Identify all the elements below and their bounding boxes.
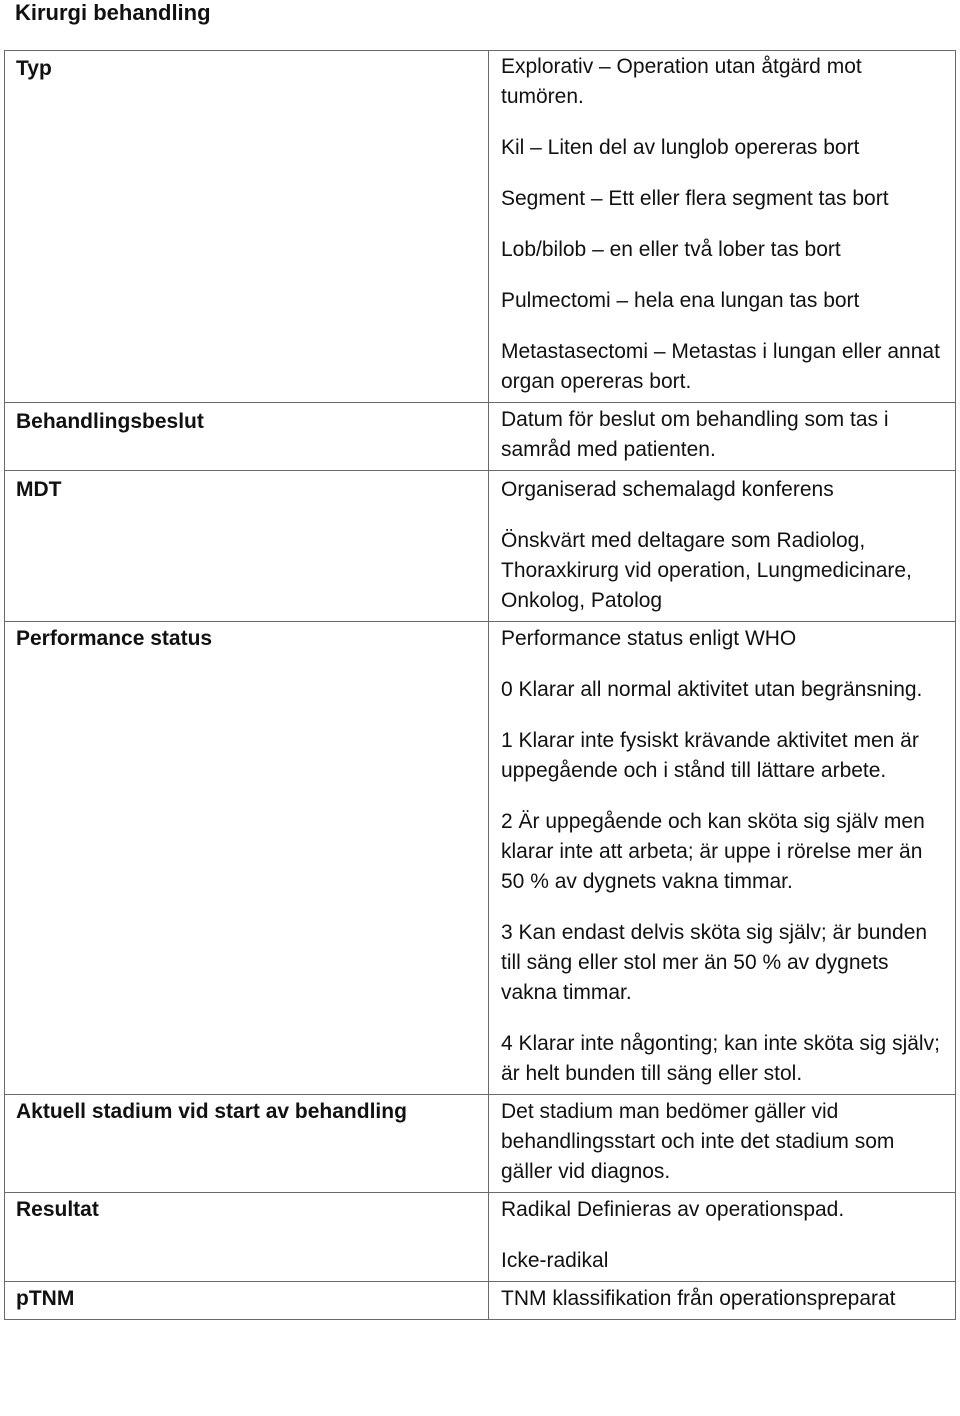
row-label-cell (5, 471, 489, 622)
row-label-cell (5, 1193, 489, 1282)
description-text: 0 Klarar all normal aktivitet utan begränsning. (501, 678, 923, 701)
row-label: Performance status (16, 627, 213, 650)
row-description-cell (489, 622, 956, 1095)
table-row (5, 1095, 956, 1193)
description-text: Segment – Ett eller flera segment tas bort (501, 187, 889, 210)
row-label-cell (5, 1095, 489, 1193)
description-text: Kil – Liten del av lunglob opereras bort (501, 136, 860, 159)
table-row (5, 51, 956, 403)
description-text: 2 Är uppegående och kan sköta sig själv men klarar inte att arbeta; är uppe i rörelse mer än 50 % av dygnets vakna timmar. (501, 810, 925, 893)
row-description-cell (489, 51, 956, 403)
row-label: pTNM (16, 1287, 75, 1310)
description-text: Det stadium man bedömer gäller vid behandlingsstart och inte det stadium som gäller vid diagnos. (501, 1100, 895, 1183)
treatment-table (4, 50, 956, 1320)
description-text: TNM klassifikation från operationspreparat (501, 1287, 896, 1310)
row-label: Aktuell stadium vid start av behandling (16, 1100, 407, 1123)
description-text: Önskvärt med deltagare som Radiolog, Thoraxkirurg vid operation, Lungmedicinare, Onkolog, Patolog (501, 529, 912, 612)
row-label: MDT (16, 478, 62, 501)
page-title: Kirurgi behandling (15, 0, 211, 25)
table-row (5, 1282, 956, 1320)
description-text: Organiserad schemalagd konferens (501, 478, 834, 501)
table-row (5, 622, 956, 1095)
table-row (5, 471, 956, 622)
description-text: 4 Klarar inte någonting; kan inte sköta sig själv; är helt bunden till säng eller stol. (501, 1032, 940, 1085)
row-description-cell (489, 403, 956, 471)
row-label: Behandlingsbeslut (16, 410, 204, 433)
description-text: 1 Klarar inte fysiskt krävande aktivitet men är uppegående och i stånd till lättare arbete. (501, 729, 919, 782)
description-text: Performance status enligt WHO (501, 627, 797, 650)
row-label-cell (5, 403, 489, 471)
row-label-cell (5, 1282, 489, 1320)
row-description-cell (489, 471, 956, 622)
description-text: Lob/bilob – en eller två lober tas bort (501, 238, 841, 261)
row-label: Typ (16, 57, 52, 80)
row-label-cell (5, 622, 489, 1095)
row-description-cell (489, 1095, 956, 1193)
row-label: Resultat (16, 1198, 99, 1221)
description-text: Icke-radikal (501, 1249, 609, 1272)
table-row (5, 403, 956, 471)
row-description-cell (489, 1282, 956, 1320)
description-text: Radikal Definieras av operationspad. (501, 1198, 845, 1221)
row-label-cell (5, 51, 489, 403)
description-text: Explorativ – Operation utan åtgärd mot tumören. (501, 55, 862, 108)
description-text: Pulmectomi – hela ena lungan tas bort (501, 289, 860, 312)
description-text: Metastasectomi – Metastas i lungan eller annat organ opereras bort. (501, 340, 940, 393)
description-text: 3 Kan endast delvis sköta sig själv; är bunden till säng eller stol mer än 50 % av dygnets vakna timmar. (501, 921, 928, 1004)
row-description-cell (489, 1193, 956, 1282)
table-row (5, 1193, 956, 1282)
description-text: Datum för beslut om behandling som tas i samråd med patienten. (501, 408, 889, 461)
